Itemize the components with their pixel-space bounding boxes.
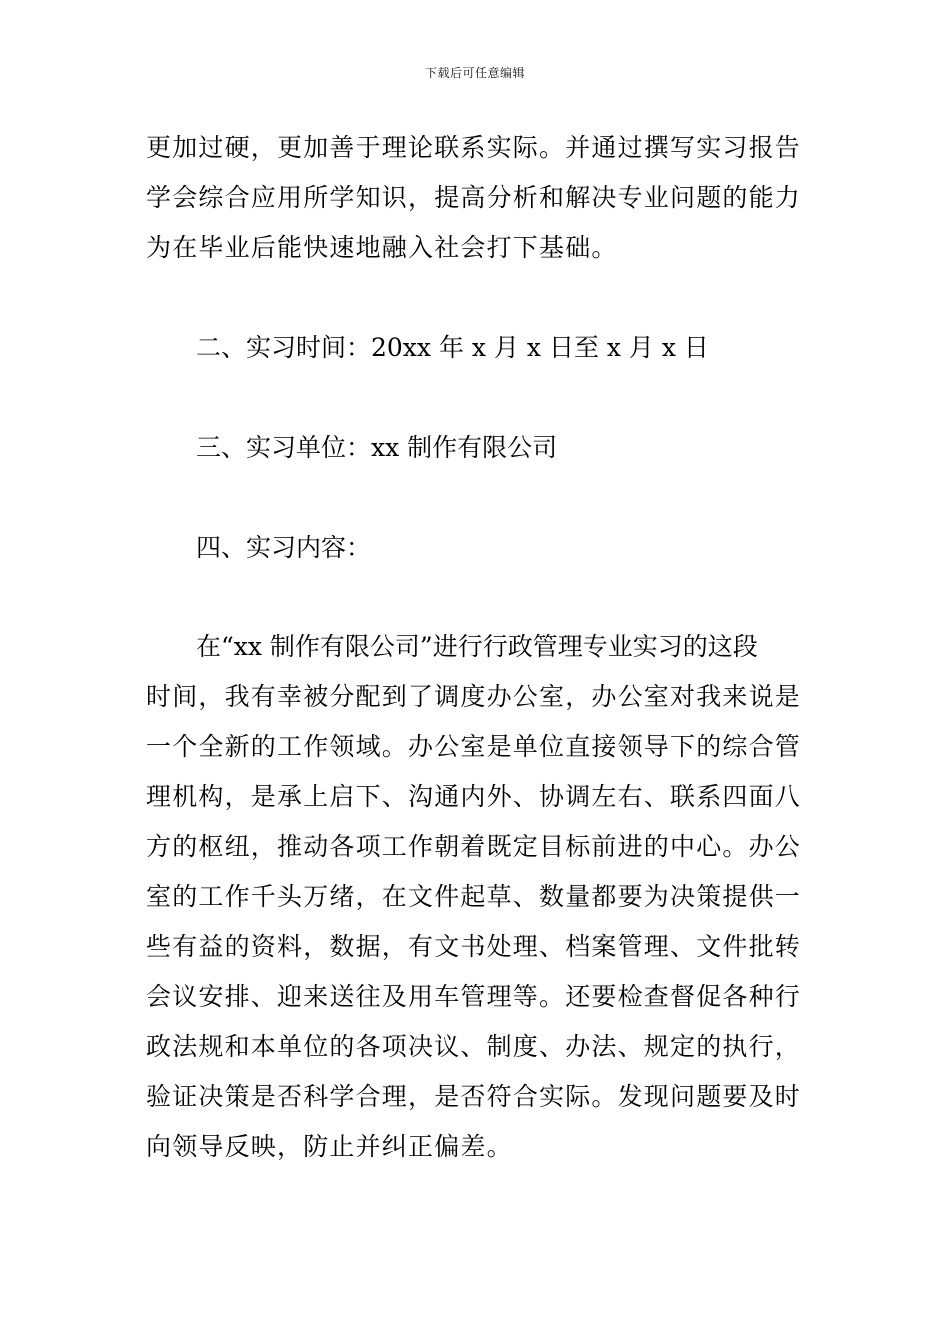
- paragraph-2-line-4: 理机构，是承上启下、沟通内外、协调左右、联系四面八: [146, 782, 802, 811]
- paragraph-2-line-1: 在“xx 制作有限公司”进行行政管理专业实习的这段: [196, 632, 758, 661]
- page-header: 下载后可任意编辑: [424, 66, 525, 80]
- paragraph-2-line-6: 室的工作千头万绪，在文件起草、数量都要为决策提供一: [146, 882, 802, 911]
- section-4-heading: 四、实习内容：: [196, 533, 372, 562]
- section-2-heading: 二、实习时间：20xx 年 x 月 x 日至 x 月 x 日: [196, 333, 709, 362]
- paragraph-2-line-2: 时间，我有幸被分配到了调度办公室，办公室对我来说是: [146, 682, 802, 711]
- paragraph-2-line-3: 一个全新的工作领域。办公室是单位直接领导下的综合管: [146, 732, 802, 761]
- paragraph-1-line-3: 为在毕业后能快速地融入社会打下基础。: [146, 233, 618, 262]
- section-3-heading: 三、实习单位：xx 制作有限公司: [196, 433, 558, 462]
- paragraph-1-line-1: 更加过硬，更加善于理论联系实际。并通过撰写实习报告: [146, 133, 802, 162]
- paragraph-2-line-9: 政法规和本单位的各项决议、制度、办法、规定的执行，: [146, 1032, 802, 1061]
- paragraph-2-line-8: 会议安排、迎来送往及用车管理等。还要检查督促各种行: [146, 982, 802, 1011]
- paragraph-1-line-2: 学会综合应用所学知识，提高分析和解决专业问题的能力: [146, 183, 802, 212]
- paragraph-2-line-11: 向领导反映，防止并纠正偏差。: [146, 1132, 513, 1161]
- paragraph-2-line-10: 验证决策是否科学合理，是否符合实际。发现问题要及时: [146, 1082, 802, 1111]
- paragraph-2-line-5: 方的枢纽，推动各项工作朝着既定目标前进的中心。办公: [146, 832, 802, 861]
- paragraph-2-line-7: 些有益的资料，数据，有文书处理、档案管理、文件批转: [146, 932, 802, 961]
